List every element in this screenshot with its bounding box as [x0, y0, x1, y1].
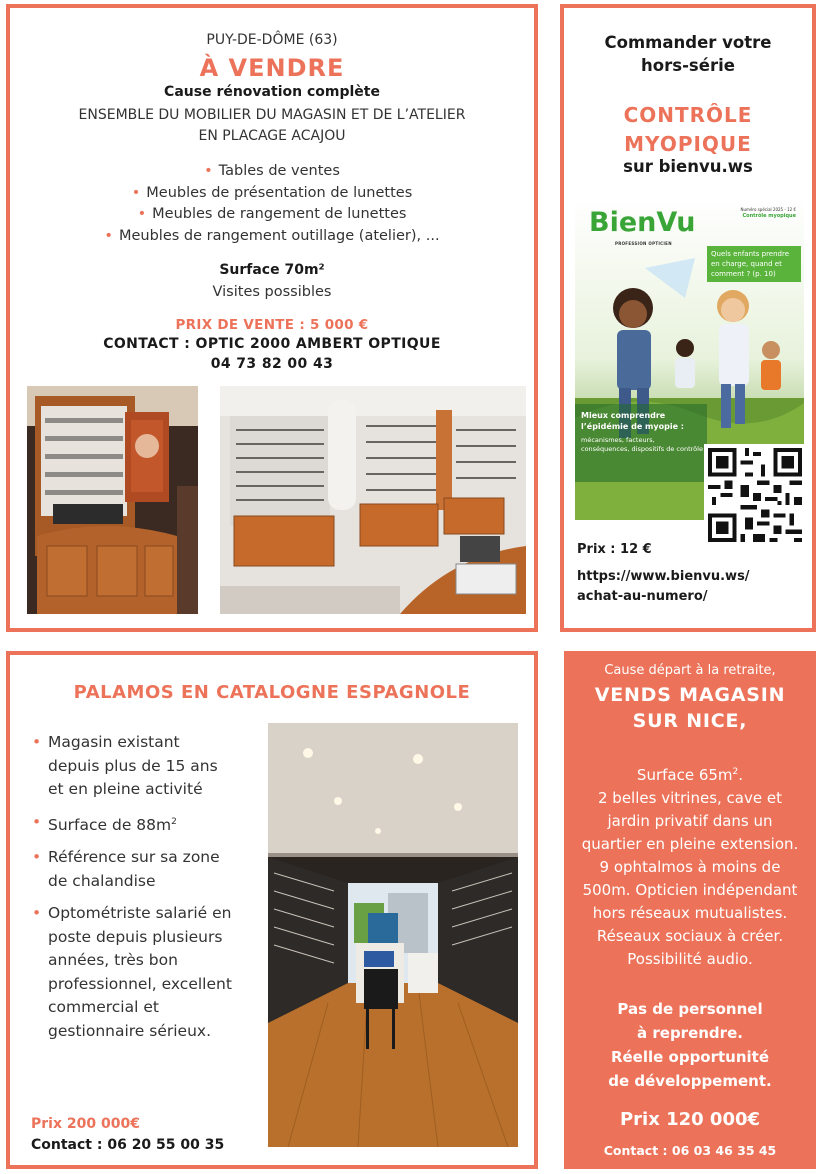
- ad-title: À VENDRE: [199, 54, 345, 82]
- ad-body: [578, 761, 802, 971]
- cause-text: Cause départ à la retraite,: [604, 663, 776, 678]
- bullet-icon: •: [137, 206, 147, 222]
- surface-text: Surface 70m²: [219, 262, 325, 278]
- bullet-icon: •: [204, 163, 213, 179]
- bullet-icon: •: [104, 227, 113, 244]
- order-link[interactable]: https://www.bienvu.ws/ achat-au-numero/: [577, 569, 750, 604]
- store-photo: [268, 723, 518, 1147]
- ad-a-vendre: [6, 4, 538, 632]
- list-item: • Tables de ventes: [204, 163, 340, 179]
- shop-furniture-photo: [27, 386, 198, 614]
- ad-hors-serie: [560, 4, 816, 632]
- ad-description: [40, 105, 504, 147]
- list-item: • Référence sur sa zone de chalandise: [32, 848, 220, 890]
- cover-subhead: mécanismes, facteurs, conséquences, dispositifs de contrôle: [581, 436, 703, 453]
- order-heading: Commander votre hors-série: [604, 33, 772, 75]
- issue-price: Prix : 12 €: [577, 542, 652, 557]
- description-line: ENSEMBLE DU MOBILIER DU MAGASIN ET DE L’ATELIER: [78, 107, 466, 123]
- bullet-icon: •: [32, 812, 42, 831]
- features-list: [32, 731, 232, 1052]
- site-text: sur bienvu.ws: [623, 157, 753, 176]
- body-text: 2 belles vitrines, cave et jardin privatif dans un quartier en pleine extension. 9 ophtalmos à moins de 500m. Opticien indépendant hors réseaux mutualistes. Réseaux sociaux à créer. Possibilité audio.: [581, 789, 799, 968]
- cover-brand: BienVu: [589, 207, 696, 238]
- price-text: Prix 200 000€: [31, 1116, 140, 1132]
- shop-interior-photo: [220, 386, 526, 614]
- list-item: • Meubles de rangement outillage (atelier), ...: [104, 227, 440, 244]
- list-item: • Meubles de rangement de lunettes: [137, 206, 407, 222]
- cover-headline: Mieux comprendre l’épidémie de myopie :: [581, 411, 684, 431]
- highlight-text: Pas de personnel à reprendre. Réelle opportunité de développement.: [608, 1000, 772, 1090]
- qr-code[interactable]: [704, 444, 806, 546]
- description-line: EN PLACAGE ACAJOU: [198, 128, 346, 144]
- bullet-icon: •: [32, 848, 42, 867]
- ad-title: VENDS MAGASIN SUR NICE,: [594, 684, 786, 732]
- ad-palamos: [6, 651, 538, 1169]
- list-item: • Meubles de présentation de lunettes: [131, 184, 413, 201]
- surface-text: Surface $65m^2$.: [636, 766, 744, 784]
- cover-issue-label: Numéro spécial 2025 - 12 €: [740, 207, 796, 212]
- furniture-list: [10, 161, 534, 247]
- cover-tagline: PROFESSION OPTICIEN: [615, 241, 672, 246]
- price-text: Prix 120 000€: [619, 1109, 761, 1130]
- price-text: PRIX DE VENTE : 5 000 €: [175, 317, 369, 333]
- list-item: • Optométriste salarié en poste depuis plusieurs années, très bon professionnel, excellent commercial et gestionnaire sérieux.: [32, 904, 232, 1040]
- list-item: • Magasin existant depuis plus de 15 ans et en pleine activité: [32, 733, 218, 798]
- cover-issue-title: Contrôle myopique: [742, 213, 796, 219]
- bullet-icon: •: [131, 184, 141, 201]
- phone-text: 04 73 82 00 43: [210, 356, 334, 372]
- bullet-icon: •: [32, 904, 42, 923]
- ad-nice: [564, 651, 816, 1169]
- list-item: • Surface de $88m^2$: [32, 812, 177, 834]
- contact-text: Contact : 06 20 55 00 35: [31, 1137, 225, 1153]
- ad-subtitle: Cause rénovation complète: [164, 84, 380, 100]
- contact-text: CONTACT : OPTIC 2000 AMBERT OPTIQUE: [103, 336, 441, 352]
- region-label: PUY-DE-DÔME (63): [206, 32, 338, 48]
- cover-callout: Quels enfants prendre en charge, quand et comment ? (p. 10): [707, 246, 801, 282]
- bullet-icon: •: [32, 733, 42, 751]
- visits-text: Visites possibles: [212, 284, 332, 300]
- product-title: CONTRÔLE MYOPIQUE: [623, 103, 753, 156]
- contact-text: Contact : 06 03 46 35 45: [603, 1143, 777, 1158]
- ad-title: PALAMOS EN CATALOGNE ESPAGNOLE: [73, 682, 471, 703]
